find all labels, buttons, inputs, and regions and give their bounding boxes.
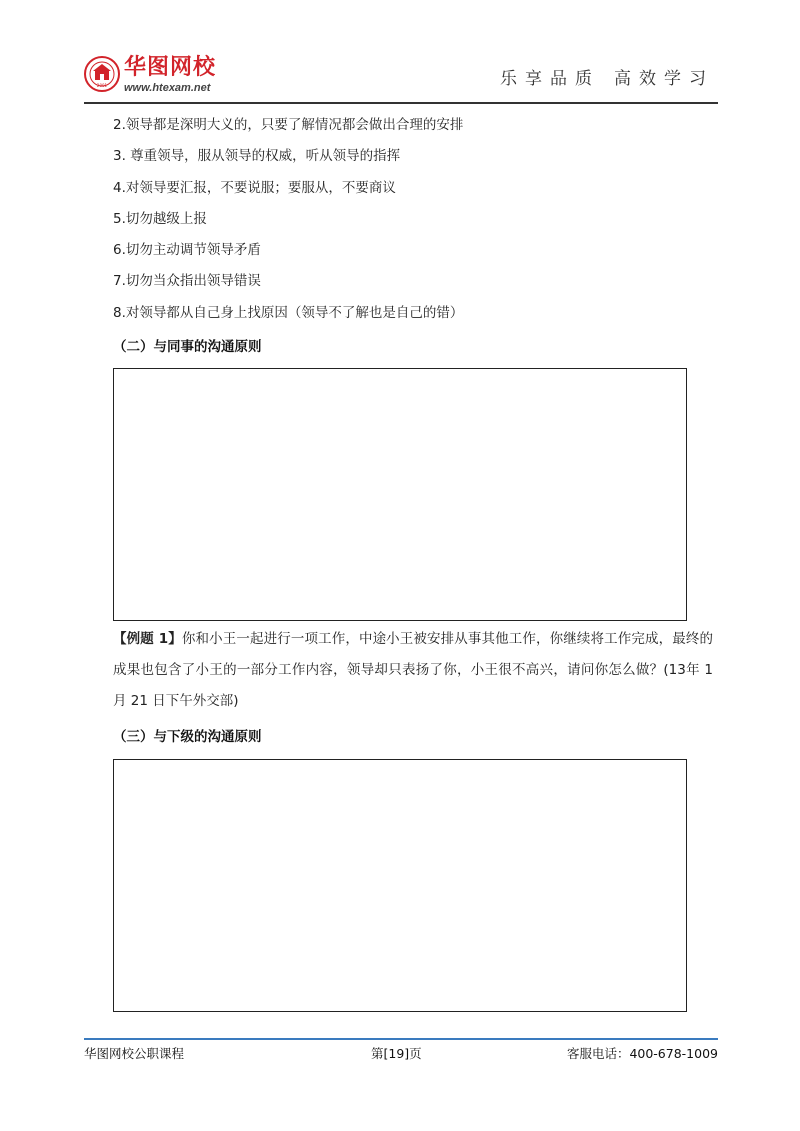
footer-service-phone: 客服电话：400-678-1009 bbox=[566, 1046, 718, 1061]
list-item: 3. 尊重领导，服从领导的权威，听从领导的指挥 bbox=[113, 148, 401, 165]
slogan-part-1: 乐享品质 bbox=[500, 69, 600, 89]
page-header bbox=[0, 0, 800, 106]
example-tag: 【例题 1】 bbox=[113, 631, 182, 647]
section-title-colleagues: （二）与同事的沟通原则 bbox=[113, 339, 262, 356]
page-footer bbox=[84, 1044, 718, 1064]
example-question bbox=[113, 624, 713, 747]
list-item: 7.切勿当众指出领导错误 bbox=[113, 273, 261, 290]
huatu-seal-logo bbox=[84, 56, 120, 92]
page-number: 第[19]页 bbox=[371, 1046, 422, 1061]
list-item: 5.切勿越级上报 bbox=[113, 210, 207, 227]
list-item: 6.切勿主动调节领导矛盾 bbox=[113, 242, 261, 259]
answer-box-colleagues[interactable] bbox=[113, 368, 687, 621]
list-item: 4.对领导要汇报，不要说服；要服从，不要商议 bbox=[113, 179, 396, 196]
logo-name: 华图网校 bbox=[124, 55, 217, 80]
footer-course: 华图网校公职课程 bbox=[84, 1046, 185, 1061]
logo-url: www.htexam.net bbox=[124, 82, 211, 94]
header-slogan bbox=[500, 68, 714, 90]
slogan-part-2: 高效学习 bbox=[614, 69, 714, 89]
example-text: 你和小王一起进行一项工作，中途小王被安排从事其他工作，你继续将工作完成，最终的成果也包含了小王的一部分工作内容，领导却只表扬了你，小王很不高兴，请问你怎么做？(13年 1 月 21 日下午外交部) bbox=[113, 631, 714, 709]
footer-divider bbox=[84, 1038, 718, 1040]
header-divider bbox=[84, 102, 718, 104]
list-item: 8.对领导都从自己身上找原因（领导不了解也是自己的错） bbox=[113, 304, 464, 321]
list-item: 2.领导都是深明大义的，只要了解情况都会做出合理的安排 bbox=[113, 117, 464, 133]
answer-box-subordinates[interactable] bbox=[113, 759, 687, 1012]
page-content bbox=[113, 110, 713, 357]
section-title-subordinates: （三）与下级的沟通原则 bbox=[113, 729, 262, 745]
svg-text:2001: 2001 bbox=[96, 83, 108, 88]
